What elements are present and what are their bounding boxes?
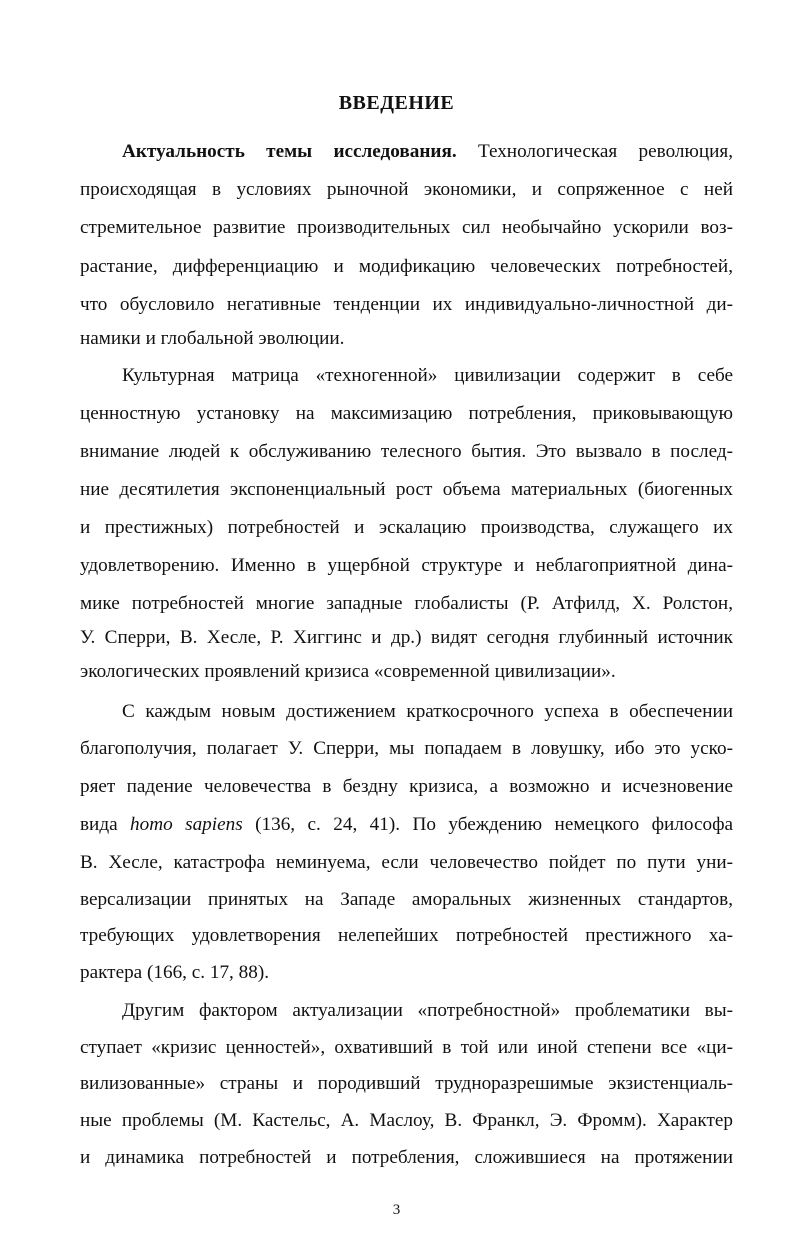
paragraph-4-line-5: и динамика потребностей и потребления, сложившиеся на протяжении [80,1147,733,1168]
paragraph-2-line-4: ние десятилетия экспоненциальный рост объема материальных (биогенных [80,479,733,500]
paragraph-3-line-5: В. Хесле, катастрофа неминуема, если человечество пойдет по пути уни- [80,852,733,873]
paragraph-3-line-1: С каждым новым достижением краткосрочного успеха в обеспечении [122,701,733,722]
paragraph-1-line-3: стремительное развитие производительных сил необычайно ускорили воз- [80,217,733,238]
paragraph-1-line-6: намики и глобальной эволюции. [80,328,345,349]
lead-bold-phrase: Актуальность темы исследования. [122,141,457,162]
paragraph-3-line-3: ряет падение человечества в бездну кризиса, а возможно и исчезновение [80,776,733,797]
paragraph-2-line-1: Культурная матрица «техногенной» цивилизации содержит в себе [122,365,733,386]
paragraph-2-line-3: внимание людей к обслуживанию телесного бытия. Это вызвало в послед- [80,441,733,462]
paragraph-2-line-2: ценностную установку на максимизацию потребления, приковывающую [80,403,733,424]
paragraph-4-line-3: вилизованные» страны и породивший трудноразрешимые экзистенциаль- [80,1073,733,1094]
paragraph-2-line-6: удовлетворению. Именно в ущербной структуре и неблагоприятной дина- [80,555,733,576]
line-text: Технологическая революция, [477,141,734,162]
paragraph-1-line-2: происходящая в условиях рыночной экономики, и сопряженное с ней [80,179,733,200]
paragraph-3-line-8: рактера (166, с. 17, 88). [80,962,270,983]
paragraph-2-line-8: У. Сперри, В. Хесле, Р. Хиггинс и др.) видят сегодня глубинный источник [80,627,733,648]
line-text: (136, с. 24, 41). По убеждению немецкого философа [255,814,734,835]
paragraph-4-line-1: Другим фактором актуализации «потребностной» проблематики вы- [122,1000,733,1021]
paragraph-3-line-4 [80,812,733,838]
paragraph-1-line-4: растание, дифференциацию и модификацию человеческих потребностей, [80,256,733,277]
paragraph-1-line-1 [122,139,733,165]
line-text: вида [80,814,118,835]
paragraph-3-line-7: требующих удовлетворения нелепейших потребностей престижного ха- [80,925,733,946]
page-title: ВВЕДЕНИЕ [338,92,455,114]
paragraph-4-line-2: ступает «кризис ценностей», охвативший в той или иной степени все «ци- [80,1037,733,1058]
paragraph-3-line-6: версализации принятых на Западе аморальных жизненных стандартов, [80,889,733,910]
paragraph-2-line-7: мике потребностей многие западные глобалисты (Р. Атфилд, Х. Ролстон, [80,593,733,614]
page-number: 3 [392,1202,401,1218]
paragraph-4-line-4: ные проблемы (М. Кастельс, А. Маслоу, В. Франкл, Э. Фромм). Характер [80,1110,733,1131]
paragraph-3-line-2: благополучия, полагает У. Сперри, мы попадаем в ловушку, ибо это уско- [80,738,733,759]
italic-term: homo sapiens [130,814,243,835]
paragraph-1-line-5: что обусловило негативные тенденции их индивидуально-личностной ди- [80,294,733,315]
paragraph-2-line-5: и престижных) потребностей и эскалацию производства, служащего их [80,517,733,538]
paragraph-2-line-9: экологических проявлений кризиса «современной цивилизации». [80,661,616,682]
